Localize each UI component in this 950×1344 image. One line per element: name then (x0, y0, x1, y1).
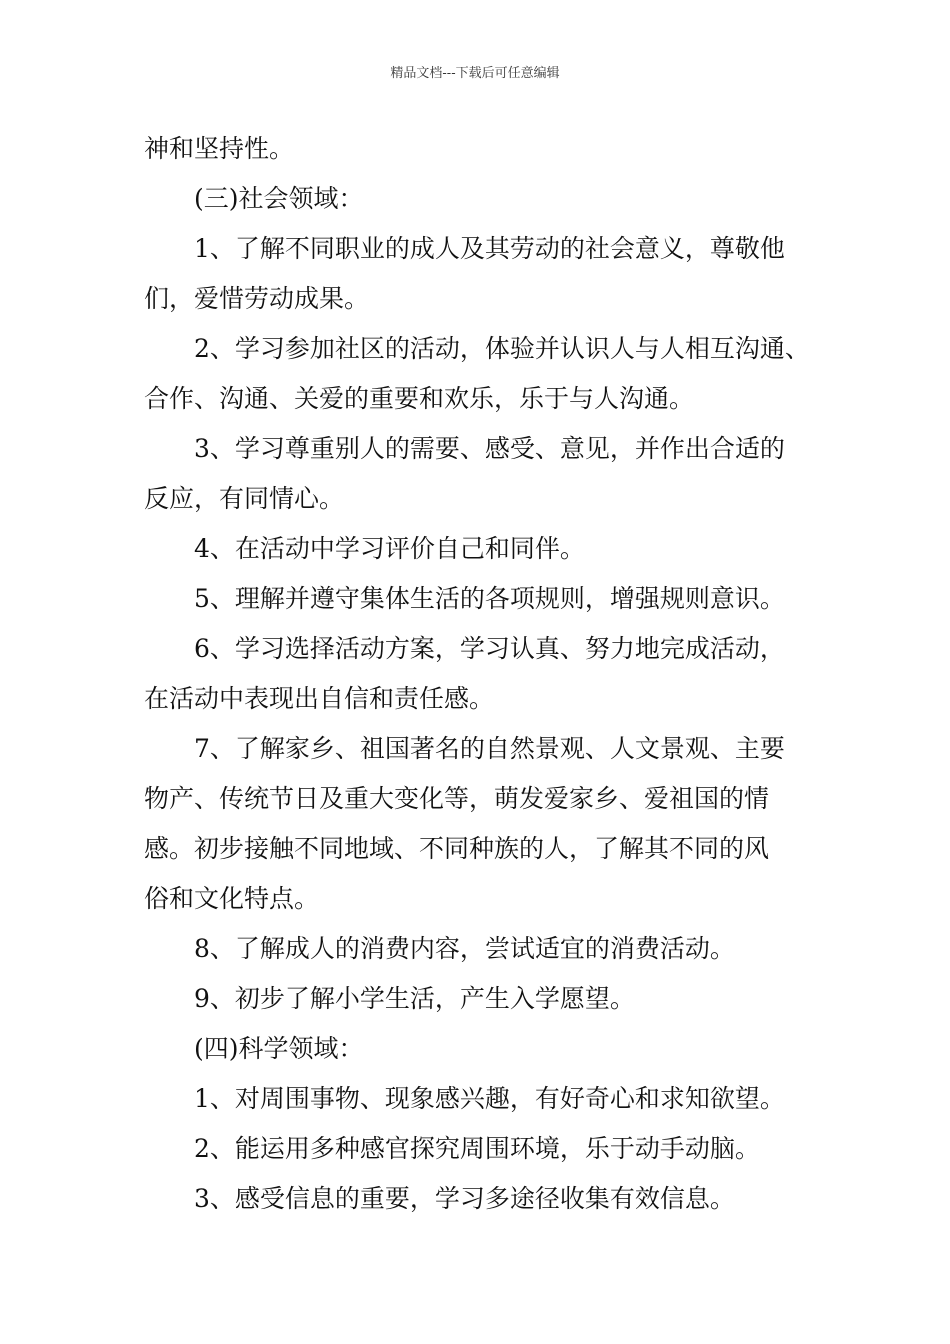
text-line: 9、初步了解小学生活，产生入学愿望。 (194, 984, 635, 1013)
text-line: 物产、传统节日及重大变化等，萌发爱家乡、爱祖国的情 (144, 784, 770, 813)
text-line: 1、对周围事物、现象感兴趣，有好奇心和求知欲望。 (194, 1084, 785, 1113)
text-line: 在活动中表现出自信和责任感。 (144, 684, 495, 713)
document-body (144, 124, 812, 1224)
text-line: 3、感受信息的重要，学习多途径收集有效信息。 (194, 1184, 735, 1213)
text-line: 3、学习尊重别人的需要、感受、意见，并作出合适的 (194, 434, 785, 463)
text-line: 8、了解成人的消费内容，尝试适宜的消费活动。 (194, 934, 735, 963)
text-line: 7、了解家乡、祖国著名的自然景观、人文景观、主要 (194, 734, 785, 763)
text-line: (四)科学领域： (194, 1034, 364, 1063)
text-line: 反应，有同情心。 (144, 484, 345, 513)
text-line: 合作、沟通、关爱的重要和欢乐，乐于与人沟通。 (144, 384, 695, 413)
document-header: 精品文档---下载后可任意编辑 (390, 66, 560, 81)
text-line: 俗和文化特点。 (144, 884, 320, 913)
text-line: (三)社会领域： (194, 184, 364, 213)
text-line: 神和坚持性。 (144, 134, 295, 163)
text-line: 6、学习选择活动方案，学习认真、努力地完成活动， (194, 634, 785, 663)
text-line: 感。初步接触不同地域、不同种族的人，了解其不同的风 (144, 834, 770, 863)
text-line: 2、学习参加社区的活动，体验并认识人与人相互沟通、 (194, 334, 810, 363)
text-line: 们，爱惜劳动成果。 (144, 284, 370, 313)
text-line: 1、了解不同职业的成人及其劳动的社会意义，尊敬他 (194, 234, 785, 263)
text-line: 4、在活动中学习评价自己和同伴。 (194, 534, 585, 563)
text-line: 2、能运用多种感官探究周围环境，乐于动手动脑。 (194, 1134, 760, 1163)
text-line: 5、理解并遵守集体生活的各项规则，增强规则意识。 (194, 584, 785, 613)
